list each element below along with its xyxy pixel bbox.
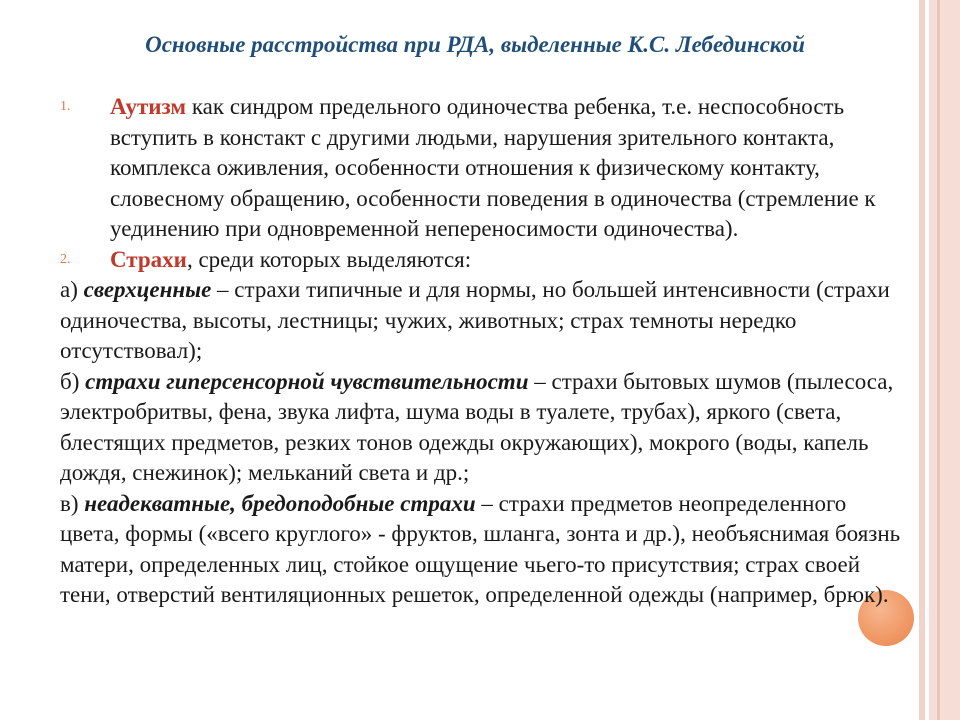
list-item-autism	[60, 92, 905, 245]
side-stripe-inner	[919, 0, 925, 720]
subitem-a	[60, 275, 905, 367]
keyword-autism: Аутизм	[110, 94, 187, 119]
subitem-v	[60, 489, 905, 611]
subitem-term: страхи гиперсенсорной чувствительности	[85, 368, 529, 394]
keyword-fears: Страхи	[110, 246, 187, 272]
slide-body	[60, 92, 905, 611]
subitem-text: – страхи бытовых шумов (пылесоса, электробритвы, фена, звука лифта, шума воды в туалете, трубах), яркого (света, блестящих предметов, резких тонов одежды окружающих), мокрого (воды, капель дождя, снежинок); мельканий света и др.;	[60, 368, 894, 485]
subitem-prefix: б)	[60, 368, 86, 394]
subitem-prefix: в)	[60, 490, 85, 516]
subitem-text: – страхи предметов неопределенного цвета, формы («всего круглого» - фруктов, шланга, зонта и др.), необъяснимая боязнь матери, определенных лиц, стойкое ощущение чьего-то присутствия; страх своей тени, отверстий вентиляционных решеток, определенной одежды (например, брюк).	[60, 490, 901, 607]
subitem-term: неадекватные, бредоподобные страхи	[84, 490, 476, 516]
list-item-text: , среди которых выделяются:	[186, 246, 472, 272]
subitem-term: сверхценные	[83, 277, 212, 302]
list-item-text: как синдром предельного одиночества ребенка, т.е. неспособность вступить в констакт с другими людьми, нарушения зрительного контакта, комплекса оживления, особенности отношения к физическому контакту, словесному обращению, особенности поведения в одиночества (стремление к уединению при одновременной непереносимости одиночества).	[110, 94, 876, 241]
subitem-prefix: а)	[60, 277, 84, 302]
slide-title: Основные расстройства при РДА, выделенные К.С. Лебединской	[145, 32, 805, 57]
list-number: 2.	[60, 251, 71, 267]
subitem-b	[60, 367, 905, 489]
subitem-text: – страхи типичные и для нормы, но большей интенсивности (страхи одиночества, высоты, лестницы; чужих, животных; страх темноты нередко отсутствовал);	[60, 277, 890, 363]
list-item-fears	[60, 245, 905, 276]
side-stripe-outer	[929, 0, 960, 720]
list-number: 1.	[60, 99, 71, 114]
